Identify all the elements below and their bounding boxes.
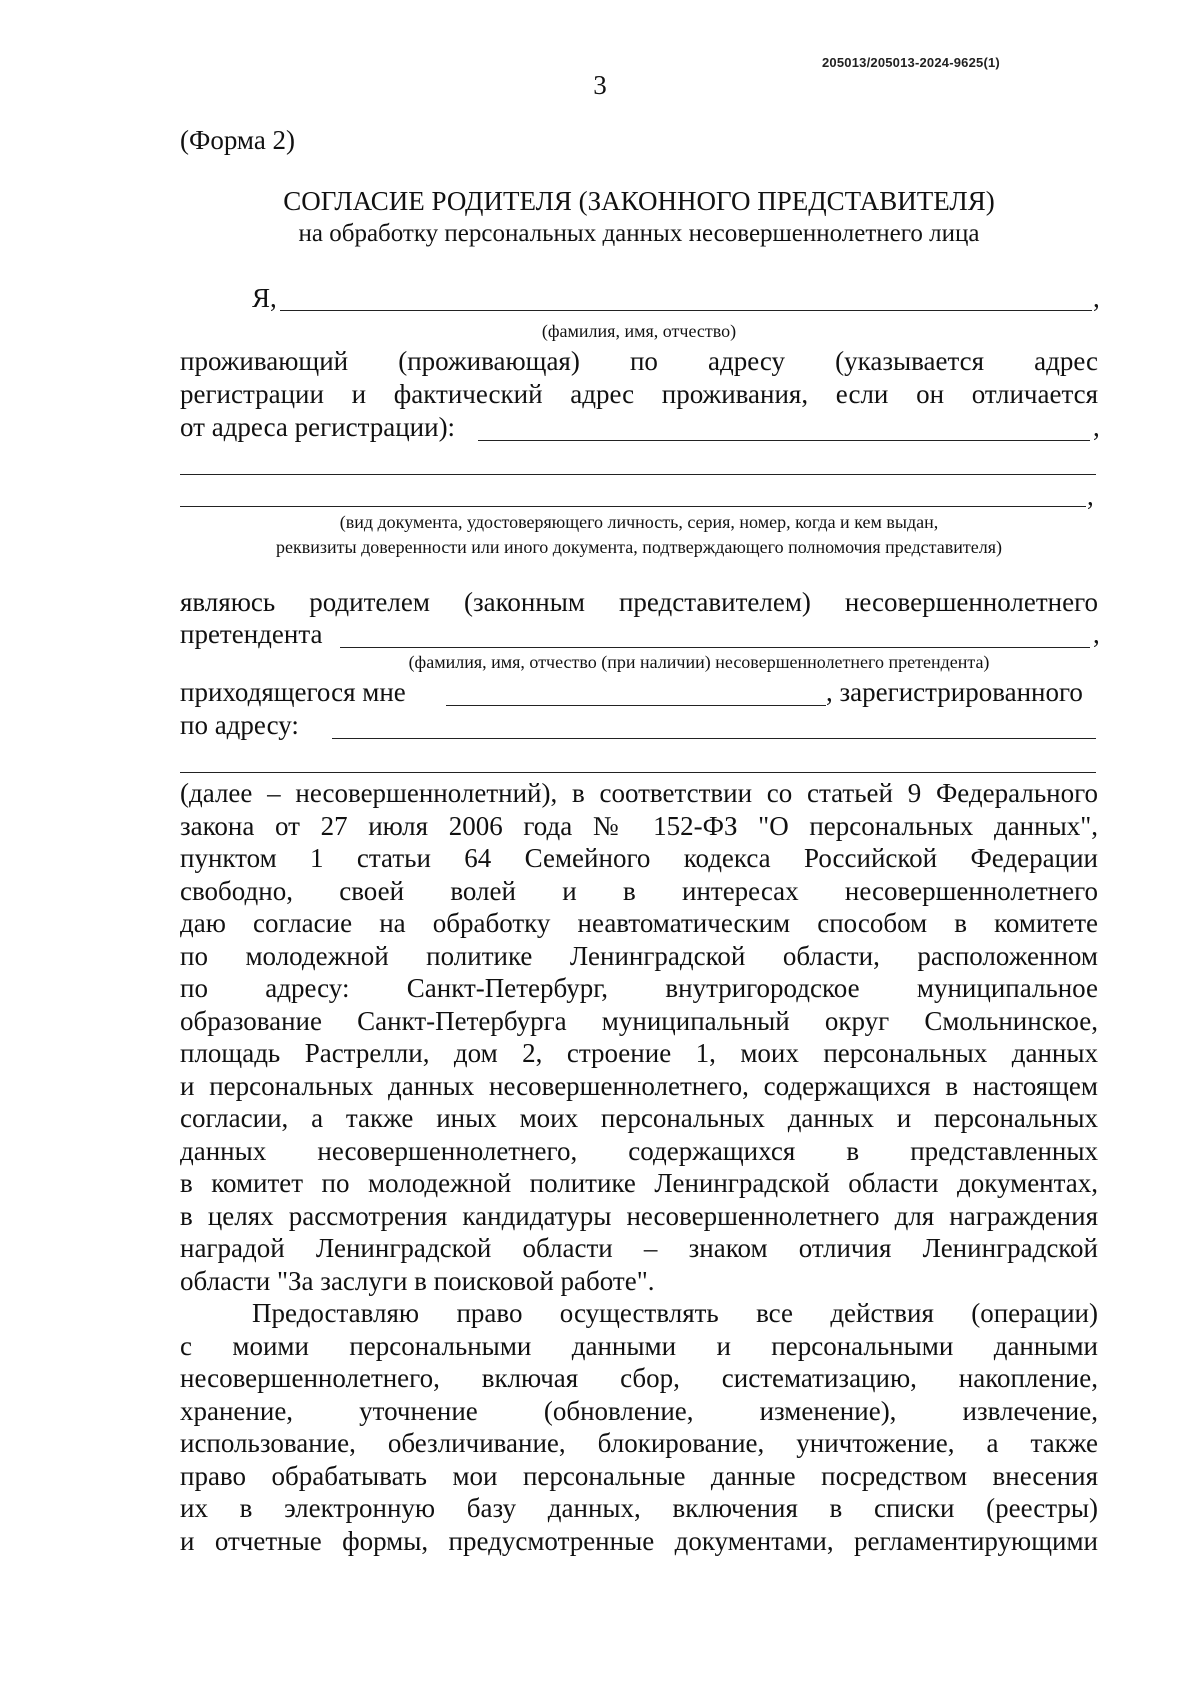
body-line: с моими персональными данными и персональными данными bbox=[180, 1330, 1098, 1361]
body-line: в комитет по молодежной политике Ленинградской области документах, bbox=[180, 1168, 1098, 1198]
body-line: хранение, уточнение (обновление, изменение), извлечение, bbox=[180, 1395, 1098, 1426]
comma: , bbox=[1093, 619, 1100, 649]
body-line: право обрабатывать мои персональные данные посредством внесения bbox=[180, 1460, 1098, 1491]
body-line: образование Санкт-Петербурга муниципальный округ Смольнинское, bbox=[180, 1005, 1098, 1036]
address-field-line[interactable] bbox=[180, 474, 1096, 475]
body-line: использование, обезличивание, блокирование, уничтожение, а также bbox=[180, 1428, 1098, 1458]
address-label: по адресу: bbox=[180, 710, 299, 740]
registered-label: , зарегистрированного bbox=[826, 677, 1083, 707]
body-line: даю согласие на обработку неавтоматическим способом в комитете bbox=[180, 908, 1098, 938]
pretendent-label: претендента bbox=[180, 619, 323, 649]
pretendent-caption: (фамилия, имя, отчество (при наличии) несовершеннолетнего претендента) bbox=[408, 652, 990, 672]
body-line: свободно, своей волей и в интересах несовершеннолетнего bbox=[180, 875, 1098, 906]
body-line: несовершеннолетнего, включая сбор, систематизацию, накопление, bbox=[180, 1363, 1098, 1393]
page-number: 3 bbox=[593, 70, 607, 100]
body-line: закона от 27 июля 2006 года № 152-ФЗ "О персональных данных", bbox=[180, 810, 1098, 841]
document-field-line[interactable] bbox=[180, 506, 1086, 507]
ya-label: Я, bbox=[252, 283, 277, 313]
body-line: наградой Ленинградской области – знаком отличия Ленинградской bbox=[180, 1233, 1098, 1263]
address-field-line[interactable] bbox=[478, 440, 1090, 441]
parent-line: являюсь родителем (законным представителем) несовершеннолетнего bbox=[180, 587, 1098, 617]
body-line: и персональных данных несовершеннолетнего, содержащихся в настоящем bbox=[180, 1070, 1098, 1101]
document-caption: реквизиты доверенности или иного документа, подтверждающего полномочия представителя) bbox=[276, 537, 1002, 557]
residing-label: от адреса регистрации): bbox=[180, 412, 456, 442]
fio-caption: (фамилия, имя, отчество) bbox=[541, 321, 737, 341]
residing-line: регистрации и фактический адрес проживания, если он отличается bbox=[180, 379, 1098, 409]
fio-field-line[interactable] bbox=[280, 310, 1092, 311]
comma: , bbox=[1093, 283, 1100, 313]
body-line: Предоставляю право осуществлять все действия (операции) bbox=[252, 1298, 1098, 1328]
body-line: согласии, а также иных моих персональных данных и персональных bbox=[180, 1103, 1098, 1133]
body-line: области "За заслуги в поисковой работе". bbox=[180, 1265, 655, 1296]
registered-address-line[interactable] bbox=[332, 738, 1096, 739]
relation-field-line[interactable] bbox=[446, 705, 826, 706]
document-caption: (вид документа, удостоверяющего личность, серия, номер, когда и кем выдан, bbox=[339, 512, 939, 532]
document-id: 205013/205013-2024-9625(1) bbox=[822, 55, 1000, 70]
body-line: в целях рассмотрения кандидатуры несовершеннолетнего для награждения bbox=[180, 1200, 1098, 1231]
form-label: (Форма 2) bbox=[180, 125, 296, 155]
body-line: площадь Растрелли, дом 2, строение 1, моих персональных данных bbox=[180, 1038, 1098, 1068]
body-line: пунктом 1 статьи 64 Семейного кодекса Российской Федерации bbox=[180, 843, 1098, 873]
body-line: по адресу: Санкт-Петербург, внутригородское муниципальное bbox=[180, 973, 1098, 1003]
pretendent-field-line[interactable] bbox=[340, 647, 1090, 648]
body-line: их в электронную базу данных, включения в списки (реестры) bbox=[180, 1493, 1098, 1523]
comma: , bbox=[1093, 412, 1100, 442]
registered-address-line[interactable] bbox=[180, 772, 1096, 773]
body-line: и отчетные формы, предусмотренные документами, регламентирующими bbox=[180, 1525, 1098, 1556]
body-line: (далее – несовершеннолетний), в соответствии со статьей 9 Федерального bbox=[180, 778, 1098, 808]
body-line: по молодежной политике Ленинградской области, расположенном bbox=[180, 940, 1098, 971]
relation-label: приходящегося мне bbox=[180, 677, 406, 707]
document-title: СОГЛАСИЕ РОДИТЕЛЯ (ЗАКОННОГО ПРЕДСТАВИТЕЛЯ) bbox=[283, 186, 995, 216]
residing-line: проживающий (проживающая) по адресу (указывается адрес bbox=[180, 346, 1098, 376]
document-subtitle: на обработку персональных данных несовершеннолетнего лица bbox=[298, 220, 980, 247]
comma: , bbox=[1087, 481, 1094, 511]
body-line: данных несовершеннолетнего, содержащихся в представленных bbox=[180, 1135, 1098, 1166]
